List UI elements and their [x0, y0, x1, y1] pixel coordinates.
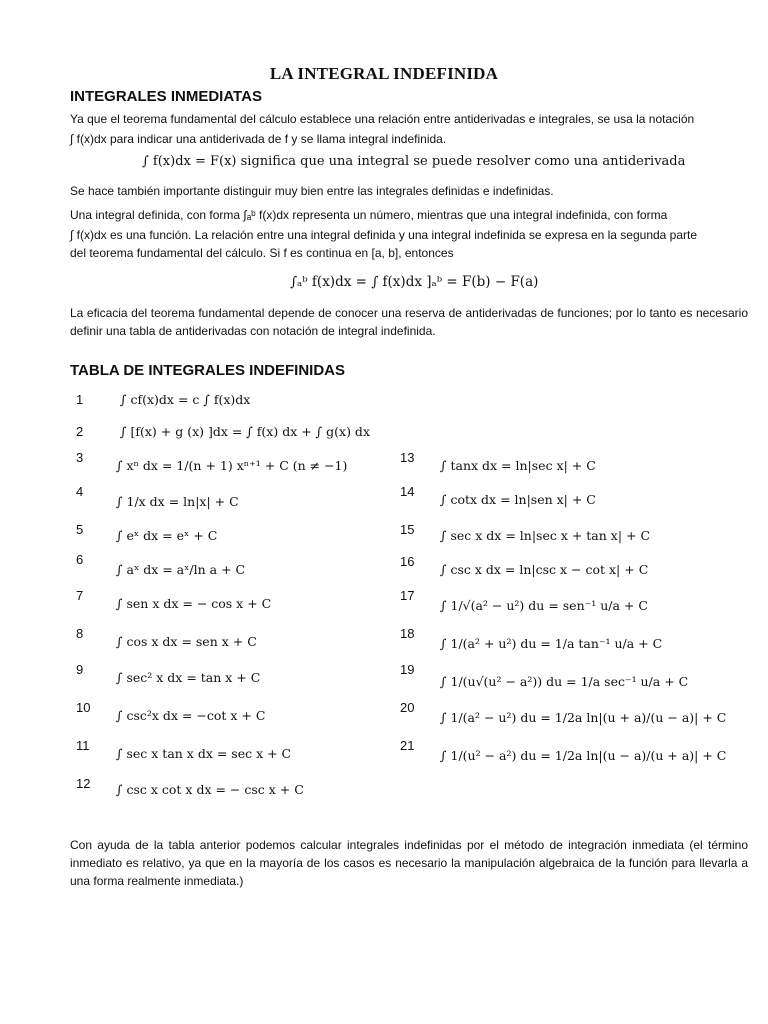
formula-number: 14	[400, 484, 415, 499]
footer-paragraph: Con ayuda de la tabla anterior podemos calcular integrales indefinidas por el método de integración inmediata (el término inmediato es relativo, ya que en la mayoría de los casos es necesario la manipulación algebraica de la función para llevarla a una forma realmente inmediata.)	[70, 838, 748, 888]
formula-cosecant: ∫ csc x dx = ln|csc x − cot x| + C	[440, 562, 649, 577]
formula-arctangent: ∫ 1/(a² + u²) du = 1/a tan⁻¹ u/a + C	[440, 636, 663, 651]
formula-exponential-a: ∫ aˣ dx = aˣ/ln a + C	[116, 562, 246, 577]
definite-integral-paragraph-line1: Una integral definida, con forma ∫ₐᵇ f(x)dx representa un número, mientras que una integral indefinida, con forma	[70, 208, 668, 222]
formula-secant-squared: ∫ sec² x dx = tan x + C	[116, 670, 261, 685]
formula-number: 7	[76, 588, 84, 603]
formula-partial-fraction-1: ∫ 1/(a² − u²) du = 1/2a ln|(u + a)/(u − a)| + C	[440, 710, 727, 725]
formula-number: 3	[76, 450, 84, 465]
equation-fundamental-theorem: ∫ₐᵇ f(x)dx = ∫ f(x)dx ]ₐᵇ = F(b) − F(a)	[290, 274, 539, 290]
formula-arcsecant: ∫ 1/(u√(u² − a²)) du = 1/a sec⁻¹ u/a + C	[440, 674, 689, 689]
formula-reciprocal: ∫ 1/x dx = ln|x| + C	[116, 494, 239, 509]
formula-partial-fraction-2: ∫ 1/(u² − a²) du = 1/2a ln|(u − a)/(u + a)| + C	[440, 748, 727, 763]
formula-cosecant-squared: ∫ csc²x dx = −cot x + C	[116, 708, 266, 723]
formula-number: 16	[400, 554, 415, 569]
formula-number: 18	[400, 626, 415, 641]
formula-number: 8	[76, 626, 84, 641]
equation-antiderivative: ∫ f(x)dx = F(x) significa que una integral se puede resolver como una antiderivada	[142, 154, 686, 169]
definite-integral-paragraph-line3: del teorema fundamental del cálculo. Si f es continua en [a, b], entonces	[70, 246, 454, 260]
formula-number: 1	[76, 392, 84, 407]
formula-cosine: ∫ cos x dx = sen x + C	[116, 634, 257, 649]
formula-number: 17	[400, 588, 415, 603]
formula-number: 21	[400, 738, 415, 753]
formula-power-rule: ∫ xⁿ dx = 1/(n + 1) xⁿ⁺¹ + C (n ≠ −1)	[116, 458, 348, 473]
intro-paragraph-line1: Ya que el teorema fundamental del cálculo establece una relación entre antiderivadas e integrales, se usa la notación	[70, 112, 695, 126]
formula-number: 12	[76, 776, 91, 791]
formula-sec-tan: ∫ sec x tan x dx = sec x + C	[116, 746, 292, 761]
formula-number: 10	[76, 700, 91, 715]
definite-integral-paragraph-line2: ∫ f(x)dx es una función. La relación entre una integral definida y una integral indefinida se expresa en la segunda parte	[70, 228, 698, 242]
formula-number: 5	[76, 522, 84, 537]
definite-vs-indefinite-paragraph: Se hace también importante distinguir muy bien entre las integrales definidas e indefinidas.	[70, 184, 554, 198]
formula-number: 19	[400, 662, 415, 677]
efficacy-paragraph: La eficacia del teorema fundamental depende de conocer una reserva de antiderivadas de funciones; por lo tanto es necesario definir una tabla de antiderivadas con notación de integral indefinida.	[70, 306, 748, 338]
formula-number: 13	[400, 450, 415, 465]
formula-sine: ∫ sen x dx = − cos x + C	[116, 596, 272, 611]
page-title: LA INTEGRAL INDEFINIDA	[269, 64, 499, 83]
formula-sum-rule: ∫ [f(x) + g (x) ]dx = ∫ f(x) dx + ∫ g(x) dx	[120, 424, 370, 439]
formula-constant-multiple: ∫ cf(x)dx = c ∫ f(x)dx	[120, 392, 251, 407]
formula-secant: ∫ sec x dx = ln|sec x + tan x| + C	[440, 528, 651, 543]
formula-number: 6	[76, 552, 84, 567]
formula-csc-cot: ∫ csc x cot x dx = − csc x + C	[116, 782, 304, 797]
section-heading-inmediatas: INTEGRALES INMEDIATAS	[70, 88, 262, 105]
formula-number: 20	[400, 700, 415, 715]
formula-number: 2	[76, 424, 84, 439]
formula-tangent: ∫ tanx dx = ln|sec x| + C	[440, 458, 596, 473]
formula-number: 11	[76, 738, 90, 753]
formula-number: 4	[76, 484, 84, 499]
formula-number: 15	[400, 522, 415, 537]
formula-number: 9	[76, 662, 84, 677]
formula-cotangent: ∫ cotx dx = ln|sen x| + C	[440, 492, 596, 507]
formula-exponential-e: ∫ eˣ dx = eˣ + C	[116, 528, 218, 543]
section-heading-tabla: TABLA DE INTEGRALES INDEFINIDAS	[70, 362, 346, 379]
intro-paragraph-line2: ∫ f(x)dx para indicar una antiderivada de f y se llama integral indefinida.	[70, 132, 447, 146]
formula-arcsine: ∫ 1/√(a² − u²) du = sen⁻¹ u/a + C	[440, 598, 648, 613]
